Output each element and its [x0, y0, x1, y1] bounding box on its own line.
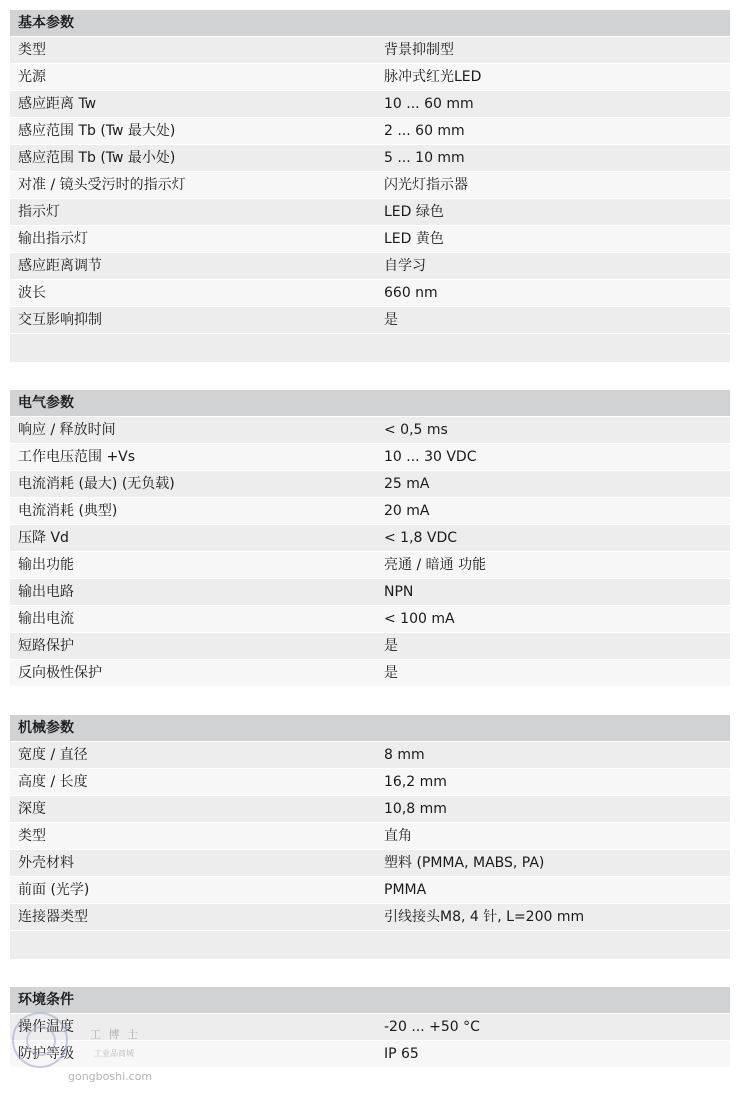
row-label: 响应 / 释放时间 [18, 422, 116, 438]
row-label: 电流消耗 (最大) (无负载) [18, 476, 175, 492]
row-label: 输出电流 [18, 611, 74, 627]
row-value: 25 mA [384, 476, 430, 492]
row-label: 感应范围 Tb (Tw 最小处) [18, 150, 176, 166]
table-row [10, 904, 730, 931]
table-row [10, 64, 730, 91]
row-value: < 0,5 ms [384, 422, 448, 438]
row-value: 10 ... 30 VDC [384, 449, 477, 465]
table-row [10, 823, 730, 850]
row-value: LED 绿色 [384, 204, 444, 220]
row-value: 自学习 [384, 258, 426, 274]
table-row [10, 1041, 730, 1068]
section-title: 电气参数 [10, 390, 730, 417]
row-value: 2 ... 60 mm [384, 123, 465, 139]
row-label: 输出功能 [18, 557, 74, 573]
section-gap [10, 362, 730, 390]
row-label: 光源 [18, 69, 46, 85]
row-label: 感应范围 Tb (Tw 最大处) [18, 123, 176, 139]
table-row [10, 172, 730, 199]
row-label: 深度 [18, 801, 46, 817]
row-value: < 1,8 VDC [384, 530, 458, 546]
row-label: 类型 [18, 828, 46, 844]
section-electrical [10, 390, 730, 687]
table-row [10, 444, 730, 471]
row-label: 工作电压范围 +Vs [18, 449, 136, 465]
table-row [10, 307, 730, 334]
row-value: 是 [384, 312, 398, 328]
watermark-url: gongboshi.com [68, 1070, 153, 1083]
watermark-brand: 工 博 士 [90, 1028, 140, 1041]
table-row [10, 606, 730, 633]
table-row [10, 769, 730, 796]
table-row [10, 579, 730, 606]
table-row [10, 877, 730, 904]
row-value: 闪光灯指示器 [384, 177, 468, 193]
table-row [10, 1014, 730, 1041]
table-row [10, 471, 730, 498]
table-row [10, 525, 730, 552]
spec-sheet [10, 10, 730, 1068]
row-label: 感应距离 Tw [18, 96, 97, 112]
row-value: 8 mm [384, 747, 425, 763]
section-title: 机械参数 [10, 715, 730, 742]
empty-row [10, 334, 730, 362]
table-row [10, 199, 730, 226]
row-label: 波长 [18, 285, 46, 301]
row-label: 电流消耗 (典型) [18, 503, 118, 519]
row-value: 16,2 mm [384, 774, 447, 790]
row-value: IP 65 [384, 1046, 419, 1062]
row-value: 是 [384, 665, 398, 681]
row-label: 输出电路 [18, 584, 74, 600]
section-title: 基本参数 [10, 10, 730, 37]
row-label: 防护等级 [18, 1046, 74, 1062]
row-label: 宽度 / 直径 [18, 747, 88, 763]
table-row [10, 417, 730, 444]
table-row [10, 742, 730, 769]
table-row [10, 633, 730, 660]
row-value: LED 黄色 [384, 231, 444, 247]
row-label: 交互影响抑制 [18, 312, 102, 328]
row-label: 高度 / 长度 [18, 774, 88, 790]
watermark-tagline: 工业品商城 [94, 1049, 134, 1058]
empty-row [10, 931, 730, 959]
row-value: -20 ... +50 °C [384, 1019, 480, 1035]
table-row [10, 552, 730, 579]
row-label: 对准 / 镜头受污时的指示灯 [18, 177, 186, 193]
row-value: 20 mA [384, 503, 430, 519]
table-row [10, 91, 730, 118]
row-value: NPN [384, 584, 414, 600]
row-label: 类型 [18, 42, 46, 58]
row-label: 压降 Vd [18, 530, 69, 546]
table-row [10, 118, 730, 145]
row-value: < 100 mA [384, 611, 455, 627]
row-value: 引线接头M8, 4 针, L=200 mm [384, 909, 585, 925]
section-environment [10, 987, 730, 1068]
row-value: 塑料 (PMMA, MABS, PA) [384, 855, 545, 871]
table-row [10, 280, 730, 307]
table-row [10, 145, 730, 172]
row-label: 外壳材料 [18, 855, 74, 871]
row-value: 5 ... 10 mm [384, 150, 465, 166]
row-value: 10,8 mm [384, 801, 447, 817]
row-value: 亮通 / 暗通 功能 [384, 557, 487, 573]
row-value: 10 ... 60 mm [384, 96, 474, 112]
row-value: 脉冲式红光LED [384, 69, 482, 85]
table-row [10, 660, 730, 687]
row-value: 背景抑制型 [384, 42, 454, 58]
row-label: 操作温度 [18, 1019, 74, 1035]
section-gap [10, 687, 730, 715]
table-row [10, 253, 730, 280]
table-row [10, 796, 730, 823]
row-label: 反向极性保护 [18, 665, 102, 681]
table-row [10, 37, 730, 64]
row-label: 前面 (光学) [18, 882, 90, 898]
table-row [10, 498, 730, 525]
row-value: PMMA [384, 882, 427, 898]
row-label: 输出指示灯 [18, 231, 88, 247]
row-label: 短路保护 [18, 638, 74, 654]
row-value: 是 [384, 638, 398, 654]
row-label: 连接器类型 [18, 909, 88, 925]
table-row [10, 226, 730, 253]
row-value: 直角 [384, 828, 412, 844]
row-label: 指示灯 [18, 204, 60, 220]
row-value: 660 nm [384, 285, 438, 301]
section-basic [10, 10, 730, 362]
section-title: 环境条件 [10, 987, 730, 1014]
section-mechanical [10, 715, 730, 959]
section-gap [10, 959, 730, 987]
row-label: 感应距离调节 [18, 258, 102, 274]
table-row [10, 850, 730, 877]
